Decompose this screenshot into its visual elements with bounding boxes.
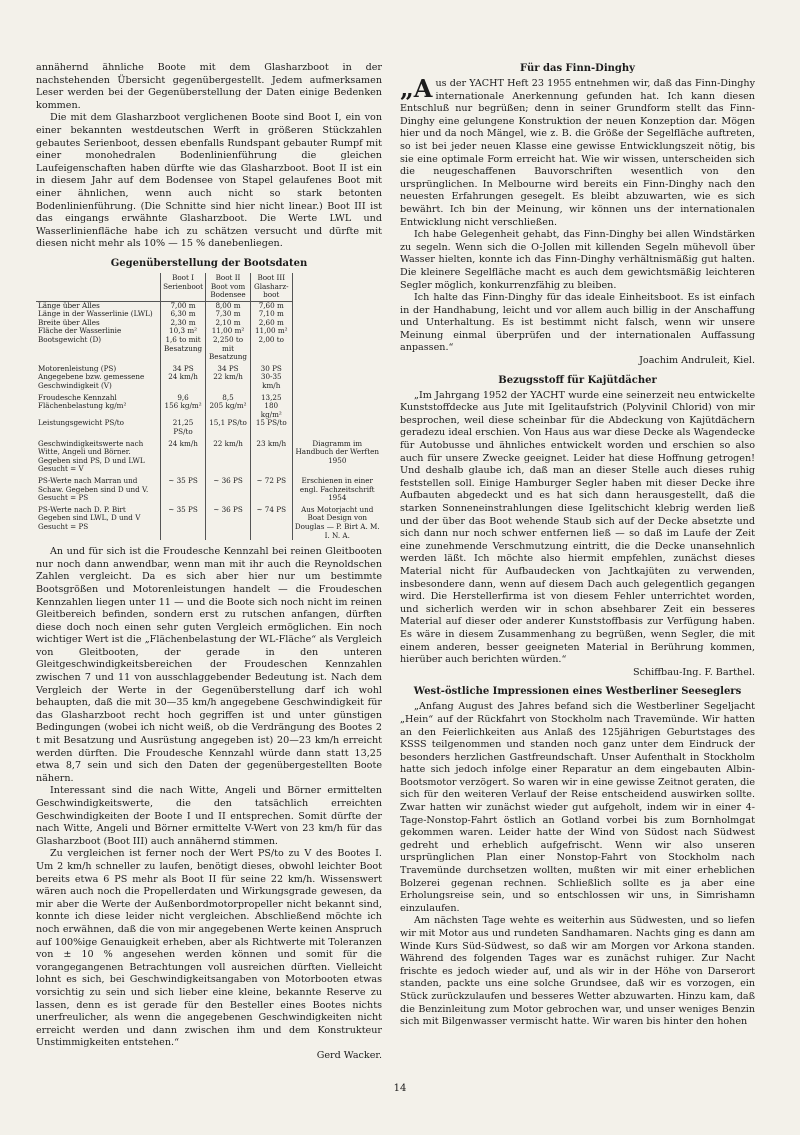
table-row bbox=[36, 437, 382, 474]
table-row bbox=[36, 402, 382, 419]
boot-2-value: 15,1 PS/to bbox=[206, 419, 251, 436]
row-note bbox=[292, 301, 382, 310]
row-label: Länge über Alles bbox=[38, 300, 100, 310]
row-label: PS-Werte nach Marran und Schaw. Gegeben sind D und V. Gesucht = PS bbox=[38, 475, 149, 503]
boot-2-value: 22 km/h bbox=[206, 437, 251, 474]
table-row bbox=[36, 373, 382, 390]
row-label: Angegebene bzw. gemessene Geschwindigkeit (V) bbox=[38, 372, 145, 391]
boot-2-value: ~ 36 PS bbox=[206, 503, 251, 540]
boat-data-table bbox=[36, 273, 382, 540]
right-column bbox=[400, 62, 755, 1029]
table-title: Gegenüberstellung der Bootsdaten bbox=[110, 257, 308, 269]
row-note: Aus Motorjacht und Boat Design von Douglas — P. Birt A. M. I. N. A. bbox=[292, 503, 382, 540]
author-signature: Schiffbau-Ing. F. Barthel. bbox=[633, 666, 755, 678]
article-paragraph: Ich habe Gelegenheit gehabt, das Finn-Dinghy bei allen Windstärken zu segeln. Wenn sich die O-Jollen mit killenden Segeln mühevoll über Wasser hielten, konnte ich das Finn-Dinghy verhältnismäßig gut halten. Die kleinere Segelfläche macht es auch dem gewichtsmäßig leichteren Segler möglich, konkurrenzfähig zu bleiben. bbox=[400, 229, 755, 291]
boot-2-value: 22 km/h bbox=[206, 373, 251, 390]
article-paragraph: Interessant sind die nach Witte, Angeli und Börner ermittelten Geschwindigkeitswerte, die den tatsächlich erreichten Geschwindigkeiten der Boote I und II entsprechen. Somit dürfte der nach Witte, Angeli und Börner ermittelte V-Wert von 23 km/h für das Glasharzboot (Boot III) auch annähernd stimmen. bbox=[36, 785, 382, 847]
boot-3-value: 30 PS bbox=[251, 362, 293, 374]
boot-2-value: 11,00 m² bbox=[206, 327, 251, 336]
boot-2-value: 8,5 bbox=[206, 391, 251, 403]
author-signature: Joachim Andruleit, Kiel. bbox=[639, 355, 755, 367]
table-row bbox=[36, 419, 382, 436]
table-header-notes bbox=[292, 273, 382, 301]
boot-1-value: 24 km/h bbox=[161, 373, 206, 390]
article-paragraph: „Im Jahrgang 1952 der YACHT wurde eine seinerzeit neu entwickelte Kunststoffdecke aus Jute mit Igelitaufstrich (Polyvinil Chlorid) von mir besprochen, weil diese scheinbar für die Abdeckung von Kajütdächern geradezu ideal erschien. Von Haus aus war diese Decke als Wagendecke für Autobusse und ähnliches entwickelt worden und erschien so also auch für unsere Zwecke geeignet. Leider hat diese Hoffnung getrogen! Und deshalb glaube ich, daß man an dieser Stelle auch dieses ruhig feststellen soll. Einige Hamburger Segler haben mit dieser Decke ihre Aufbauten abgedeckt und es hat sich dann herausgestellt, daß die starken Sonneneinstrahlungen diese Igelitschicht klebrig werden ließ und der über das Boot wehende Staub sich auf der Decke absetzte und sich dann nur noch schwer entfernen ließ — so daß im Laufe der Zeit eine zunehmende Verschmutzung eintritt, die die Decke unansehnlich werden läßt. Ich möchte also hiermit empfehlen, zunächst dieses Material nicht für Aufbaudecken von Jachtkajüten zu verwenden, insbesondere dann, wenn auf diesem Dach auch gelegentlich gegangen wird. Die Herstellerfirma ist von diesem Fehler unterrichtet worden, und sicherlich werden wir in schon absehbarer Zeit ein besseres Material auf dieser oder anderer Kunststoffbasis zur Verfügung haben. Es wäre in diesem Zusammenhang zu begrüßen, wenn Segler, die mit einem anderen, besser geeigneten Material in Berührung kommen, hierüber auch berichten würden.“ bbox=[400, 389, 755, 666]
page-number: 14 bbox=[393, 1083, 407, 1094]
row-note bbox=[292, 310, 382, 319]
boot-2-value: 2,250 to mit Besatzung bbox=[206, 336, 251, 362]
row-note bbox=[292, 319, 382, 328]
row-note bbox=[292, 402, 382, 419]
boot-3-value: 11,00 m² bbox=[251, 327, 293, 336]
table-row bbox=[36, 474, 382, 503]
boot-1-value: 21,25 PS/to bbox=[161, 419, 206, 436]
boot-1-value: ~ 35 PS bbox=[161, 474, 206, 503]
row-label: Bootsgewicht (D) bbox=[38, 335, 102, 345]
boot-3-value: 13,25 bbox=[251, 391, 293, 403]
table-header-boot-2: Boot II Boot vom Bodensee bbox=[206, 273, 251, 301]
boot-3-value: 23 km/h bbox=[251, 437, 293, 474]
article-paragraph: us der YACHT Heft 23 1955 entnehmen wir, daß das Finn-Dinghy internationale Anerkennung gefunden hat. Ich kann diesen Entschluß nur begrüßen; denn in seiner Grundform stellt das Finn-Dinghy eine gelungene Konstruktion der neuen Konzeption dar. Mögen hier und da noch Mängel, wie z. B. die Größe der Segelfläche auftreten, so ist bei jeder neuen Klasse eine gewisse Entwicklungszeit nötig, bis sie eine optimale Form erreicht hat. Wie wir wissen, unterscheiden sich die neugeschaffenen Bauvorschriften wesentlich von den ursprünglichen. In Melbourne wird bereits ein Finn-Dinghy nach den neuesten Erfahrungen gesegelt. Es bleibt abzuwarten, wie es sich bewährt. Ich bin der Meinung, wir können uns der internationalen Entwicklung nicht verschließen. bbox=[400, 78, 755, 228]
boot-2-value: 8,00 m bbox=[206, 301, 251, 310]
boot-3-value: ~ 74 PS bbox=[251, 503, 293, 540]
row-note bbox=[292, 362, 382, 374]
table-row bbox=[36, 336, 382, 362]
table-row bbox=[36, 503, 382, 540]
row-label: Motorenleistung (PS) bbox=[38, 363, 117, 373]
boot-3-value: 7,60 m bbox=[251, 301, 293, 310]
row-note bbox=[292, 419, 382, 436]
boot-2-value: ~ 36 PS bbox=[206, 474, 251, 503]
boot-2-value: 34 PS bbox=[206, 362, 251, 374]
article-paragraph: Am nächsten Tage wehte es weiterhin aus Südwesten, und so liefen wir mit Motor aus und rundeten Sandhamaren. Nachts ging es dann am Winde Kurs Süd-Südwest, so daß wir am Morgen vor Arkona standen. Während des folgenden Tages war es zunächst ruhiger. Zur Nacht frischte es jedoch wieder auf, und als wir in der Höhe von Darserort standen, packte uns eine solche Grundsee, daß wir es vorzogen, ein Stück zurückzulaufen und besseres Wetter abzuwarten. Hinzu kam, daß die Benzinleitung zum Motor gebrochen war, und unser weniges Benzin sich mit Bilgenwasser vermischt hatte. Wir waren bis hinter den hohen bbox=[400, 915, 755, 1028]
row-note: Erschienen in einer engl. Fachzeitschrift 1954 bbox=[292, 474, 382, 503]
boot-3-value: 7,10 m bbox=[251, 310, 293, 319]
article-paragraph: Die mit dem Glasharzboot verglichenen Boote sind Boot I, ein von einer bekannten westdeutschen Werft in größeren Stückzahlen gebautes Serienboot, dessen ebenfalls Rundspant gebauter Rumpf mit einer monohedralen Bodenlinienführung die gleichen Laufeigenschaften haben dürfte wie das Glasharzboot. Boot II ist ein in diesem Jahr auf dem Bodensee von Stapel gelaufenes Boot mit einer ähnlichen, wenn auch nicht so stark betonten Bodenlinienführung. (Die Schnitte sind hier nicht linear.) Boot III ist das eingangs erwähnte Glasharzboot. Die Werte LWL und Wasserlinienfläche habe ich zu schätzen versucht und dürfte mit diesen nicht mehr als 10% — 15 % danebenliegen. bbox=[36, 112, 382, 250]
boot-3-value: 2,60 m bbox=[251, 319, 293, 328]
row-label: Fläche der Wasserlinie bbox=[38, 326, 122, 336]
boot-1-value: 156 kg/m² bbox=[161, 402, 206, 419]
boot-3-value: 15 PS/to bbox=[251, 419, 293, 436]
boot-1-value: 34 PS bbox=[161, 362, 206, 374]
row-note bbox=[292, 327, 382, 336]
row-label: Breite über Alles bbox=[38, 317, 100, 327]
boot-2-value: 2,10 m bbox=[206, 319, 251, 328]
article-paragraph: Zu vergleichen ist ferner noch der Wert PS/to zu V des Bootes I. Um 2 km/h schneller zu laufen, benötigt dieses, obwohl leichter Boot bereits etwa 6 PS mehr als Boot II für seine 22 km/h. Wissenswert wären auch noch die Propellerdaten und Wirkungsgrade gewesen, da mir aber die Werte der Außenbordmotorpropeller nicht bekannt sind, konnte ich diese leider nicht vergleichen. Abschließend möchte ich noch erwähnen, daß die von mir angegebenen Werte keinen Anspruch auf 100%ige Genauigkeit erheben, aber als Richtwerte mit Toleranzen von ± 10 % angesehen werden können und somit für die vorangegangenen Betrachtungen voll ausreichen dürften. Vielleicht lohnt es sich, bei Geschwindigkeitsangaben von Motorbooten etwas vorsichtig zu sein und sich lieber eine kleine, bekannte Reserve zu lassen, denn es ist gerade für den Besteller eines Bootes nichts unerfreulicher, als wenn die angegebenen Geschwindigkeiten nicht erreicht werden und dann zwischen ihm und dem Konstrukteur Unstimmigkeiten entstehen.“ bbox=[36, 848, 382, 1049]
row-note: Diagramm im Handbuch der Werften 1950 bbox=[292, 437, 382, 474]
boot-2-value: 205 kg/m² bbox=[206, 402, 251, 419]
row-label: PS-Werte nach D. P. Birt Gegeben sind LWL, D und V Gesucht = PS bbox=[38, 504, 141, 531]
row-label: Länge in der Wasserlinie (LWL) bbox=[38, 309, 153, 319]
left-column bbox=[36, 62, 382, 1062]
row-label: Geschwindigkeitswerte nach Witte, Angeli und Börner. Gegeben sind PS, D und LWL Gesucht = V bbox=[38, 438, 145, 474]
section-heading: Für das Finn-Dinghy bbox=[520, 63, 635, 74]
row-label: Flächenbelastung kg/m² bbox=[38, 401, 127, 411]
boot-1-value: 2,30 m bbox=[161, 319, 206, 328]
boot-2-value: 7,30 m bbox=[206, 310, 251, 319]
boot-3-value: 180 kg/m² bbox=[251, 402, 293, 419]
boot-1-value: 7,00 m bbox=[161, 301, 206, 310]
author-signature: Gerd Wacker. bbox=[316, 1049, 382, 1061]
table-header-boot-1: Boot I Serienboot bbox=[161, 273, 206, 301]
table-header-row bbox=[36, 273, 382, 301]
table-body bbox=[36, 301, 382, 540]
boot-1-value: 24 km/h bbox=[161, 437, 206, 474]
table-header-empty bbox=[36, 273, 161, 301]
section-heading: Bezugsstoff für Kajütdächer bbox=[498, 374, 657, 386]
table-header-boot-3: Boot III Glasharz- boot bbox=[251, 273, 293, 301]
boot-1-value: 9,6 bbox=[161, 391, 206, 403]
boot-1-value: 10,3 m² bbox=[161, 327, 206, 336]
boot-1-value: 1,6 to mit Besatzung bbox=[161, 336, 206, 362]
row-note bbox=[292, 391, 382, 403]
boot-1-value: 6,30 m bbox=[161, 310, 206, 319]
boot-3-value: 2,00 to bbox=[251, 336, 293, 362]
section-body bbox=[400, 74, 755, 229]
row-note bbox=[292, 373, 382, 390]
section-heading: West-östliche Impressionen eines Westberliner Seeseglers bbox=[413, 686, 742, 698]
row-note bbox=[292, 336, 382, 362]
boot-3-value: ~ 72 PS bbox=[251, 474, 293, 503]
article-paragraph: annähernd ähnliche Boote mit dem Glasharzboot in der nachstehenden Übersicht gegenübergestellt. Jedem aufmerksamen Leser werden bei der Gegenüberstellung der Daten einige Bedenken kommen. bbox=[36, 62, 382, 111]
article-paragraph: An und für sich ist die Froudesche Kennzahl bei reinen Gleitbooten nur noch dann anwendbar, wenn man mit ihr auch die Reynoldschen Zahlen vergleicht. Da es sich aber hier nur um bestimmte Bootsgrößen und Motorenleistungen handelt — die Froudeschen Kennzahlen liegen unter 11 — und die Boote sich noch nicht im reinen Gleitbereich befinden, sondern erst zu rutschen anfangen, dürften diese doch noch einen sehr guten Vergleich ermöglichen. Ein noch wichtiger Wert ist die „Flächenbelastung der WL-Fläche“ als Vergleich von Gleitbooten, der gerade in den unteren Gleitgeschwindigkeitsbereichen der Froudeschen Kennzahlen zwischen 7 und 11 von ausschlaggebender Bedeutung ist. Nach dem Vergleich der Werte in der Gegenüberstellung darf ich wohl behaupten, daß die mit 30—35 km/h angegebene Geschwindigkeit für das Glasharzboot recht hoch gegriffen ist und unter günstigen Bedingungen (wobei ich nicht weiß, ob die Verdrängung des Bootes 2 t mit Besatzung und Ausrüstung angegeben ist) 20—23 km/h erreicht werden dürften. Die Froudesche Kennzahl würde dann statt 13,25 etwa 8,7 sein und sich den Daten der gegenübergestellten Boote nähern. bbox=[36, 546, 382, 784]
article-paragraph: „Anfang August des Jahres befand sich die Westberliner Segeljacht „Hein“ auf der Rückfahrt von Stockholm nach Travemünde. Wir hatten an den Feierlichkeiten aus Anlaß des 125jährigen Geburtstages des KSSS teilgenommen und standen noch ganz unter dem Eindruck der besonders herzlichen Gastfreundschaft. Unser Aufenthalt in Stockholm hatte sich jedoch infolge einer Reparatur an dem eingebauten Albin-Bootsmotor verzögert. So waren wir in eine gewisse Zeitnot geraten, die sich für den weiteren Verlauf der Reise entscheidend auswirken sollte. Zwar hatten wir zunächst wieder gut aufgeholt, indem wir in einer 4-Tage-Nonstop-Fahrt östlich an Gotland vorbei bis zum Bornholmgat gekommen waren. Leider hatte der Wind von Südost nach Südwest gedreht und erheblich aufgefrischt. Wenn wir also unseren ursprünglichen Plan einer Nonstop-Fahrt von Stockholm nach Travemünde durchsetzen wollten, mußten wir mit einer erheblichen Bolzerei gegenan rechnen. Schließlich sollte es ja aber eine Erholungsreise sein, und so entschlossen wir uns, in Simrishamn einzulaufen. bbox=[400, 701, 755, 914]
boot-3-value: 30-35 km/h bbox=[251, 373, 293, 390]
row-label: Froudesche Kennzahl bbox=[38, 392, 117, 402]
boot-1-value: ~ 35 PS bbox=[161, 503, 206, 540]
drop-cap: „A bbox=[400, 74, 433, 103]
article-paragraph: Ich halte das Finn-Dinghy für das ideale Einheitsboot. Es ist einfach in der Handhabung, leicht und vor allem auch billig in der Anschaffung und Unterhaltung. Es ist bestimmt nicht falsch, wenn wir unsere Meinung einmal überprüfen und der internationalen Auffassung anpassen.“ bbox=[400, 292, 755, 354]
row-label: Leistungsgewicht PS/to bbox=[38, 418, 124, 428]
